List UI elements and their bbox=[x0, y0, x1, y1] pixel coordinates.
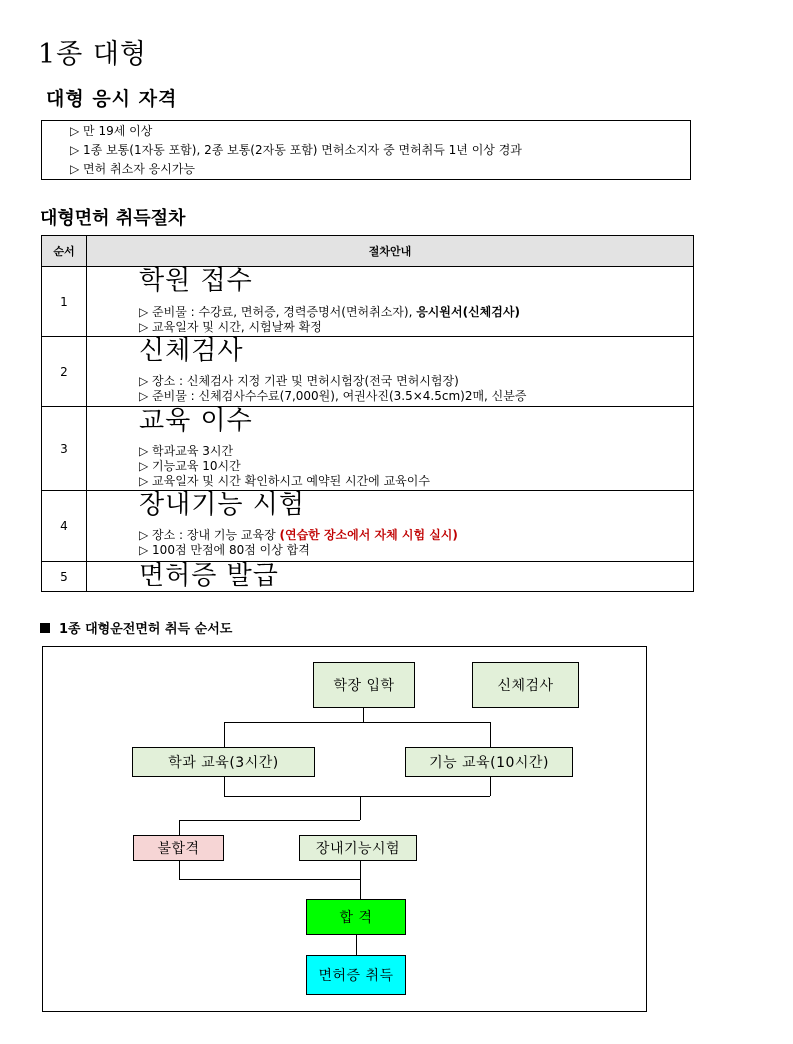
column-header-guide: 절차안내 bbox=[87, 236, 694, 267]
flow-node-test: 장내기능시험 bbox=[299, 835, 417, 861]
step-title: 면허증 발급 bbox=[139, 561, 279, 591]
connector-line bbox=[224, 722, 225, 747]
flowchart-heading-text: 1종 대형운전면허 취득 순서도 bbox=[59, 622, 233, 637]
step-order: 5 bbox=[42, 562, 87, 592]
qualification-item: ▷ 면허 취소자 응시가능 bbox=[70, 162, 196, 176]
step-title: 신체검사 bbox=[139, 336, 244, 366]
qualification-item: ▷ 1종 보통(1자동 포함), 2종 보통(2자동 포함) 면허소지자 중 면허취득 1년 이상 경과 bbox=[70, 143, 522, 157]
step-detail-emphasis: 응시원서(신체검사) bbox=[416, 305, 520, 319]
step-order: 3 bbox=[42, 407, 87, 491]
flow-node-license: 면허증 취득 bbox=[306, 955, 406, 995]
flowchart-heading bbox=[40, 618, 232, 637]
step-detail: ▷ 교육일자 및 시간, 시험날짜 확정 bbox=[139, 320, 322, 334]
step-detail: ▷ 교육일자 및 시간 확인하시고 예약된 시간에 교육이수 bbox=[139, 474, 430, 488]
qualification-item: ▷ 만 19세 이상 bbox=[70, 124, 153, 138]
procedure-table bbox=[41, 235, 694, 592]
step-title: 장내기능 시험 bbox=[139, 490, 305, 520]
connector-line bbox=[179, 820, 180, 835]
flow-node-fail: 불합격 bbox=[133, 835, 224, 861]
step-guide-cell bbox=[87, 491, 694, 562]
connector-line bbox=[179, 861, 180, 879]
column-header-order: 순서 bbox=[42, 236, 87, 267]
step-detail-text: ▷ 장소 : 장내 기능 교육장 bbox=[139, 528, 280, 542]
qualification-heading: 대형 응시 자격 bbox=[46, 88, 178, 110]
step-title: 교육 이수 bbox=[139, 406, 253, 436]
table-row bbox=[42, 562, 694, 592]
step-title: 학원 접수 bbox=[139, 266, 253, 296]
table-row bbox=[42, 491, 694, 562]
connector-line bbox=[490, 777, 491, 796]
table-row bbox=[42, 407, 694, 491]
step-detail bbox=[139, 528, 693, 543]
step-order: 4 bbox=[42, 491, 87, 562]
table-row bbox=[42, 267, 694, 337]
table-header-row bbox=[42, 236, 694, 267]
step-detail: ▷ 기능교육 10시간 bbox=[139, 459, 241, 473]
procedure-heading: 대형면허 취득절차 bbox=[40, 208, 186, 229]
step-detail: ▷ 학과교육 3시간 bbox=[139, 444, 234, 458]
connector-line bbox=[179, 820, 360, 821]
step-guide-cell bbox=[87, 562, 694, 592]
step-guide-cell bbox=[87, 337, 694, 407]
step-order: 1 bbox=[42, 267, 87, 337]
connector-line bbox=[356, 935, 357, 955]
qualification-box bbox=[41, 120, 691, 180]
connector-line bbox=[224, 796, 490, 797]
connector-line bbox=[224, 777, 225, 796]
step-detail bbox=[139, 305, 693, 320]
flow-node-theory: 학과 교육(3시간) bbox=[132, 747, 315, 777]
step-detail: ▷ 준비물 : 신체검사수수료(7,000원), 여권사진(3.5×4.5cm)2매, 신분증 bbox=[139, 389, 527, 403]
step-guide-cell bbox=[87, 267, 694, 337]
step-detail-warning: (연습한 장소에서 자체 시험 실시) bbox=[279, 528, 458, 542]
flow-node-enroll: 학장 입학 bbox=[313, 662, 415, 708]
step-guide-cell bbox=[87, 407, 694, 491]
connector-line bbox=[224, 722, 490, 723]
connector-line bbox=[490, 722, 491, 747]
square-bullet-icon bbox=[40, 623, 50, 633]
step-detail-text: ▷ 준비물 : 수강료, 면허증, 경력증명서(면허취소자), bbox=[139, 305, 417, 319]
flow-node-physical: 신체검사 bbox=[472, 662, 579, 708]
connector-line bbox=[360, 861, 361, 899]
flow-node-pass: 합 격 bbox=[306, 899, 406, 935]
step-detail: ▷ 100점 만점에 80점 이상 합격 bbox=[139, 543, 310, 557]
page-title: 1종 대형 bbox=[38, 39, 148, 70]
connector-line bbox=[360, 796, 361, 820]
table-row bbox=[42, 337, 694, 407]
flow-node-skill: 기능 교육(10시간) bbox=[405, 747, 573, 777]
step-detail: ▷ 장소 : 신체검사 지정 기관 및 면허시험장(전국 면허시험장) bbox=[139, 374, 459, 388]
step-order: 2 bbox=[42, 337, 87, 407]
connector-line bbox=[363, 708, 364, 722]
connector-line bbox=[179, 879, 360, 880]
